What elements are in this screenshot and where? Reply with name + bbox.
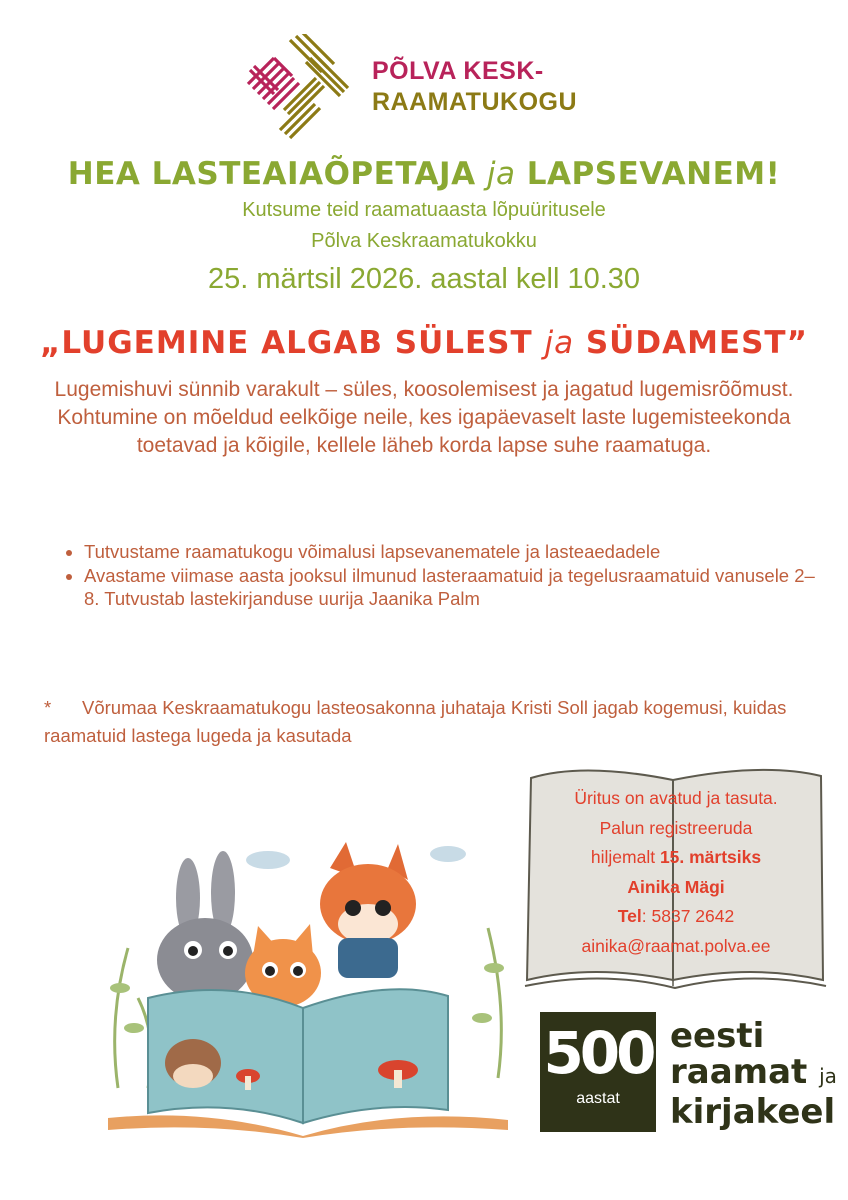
anniversary-number: 500 <box>543 1019 653 1087</box>
headline-end: LAPSEVANEM! <box>526 156 781 192</box>
logo500-ja: ja <box>819 1064 837 1088</box>
library-name-line1: PÕLVA KESK- <box>372 57 544 85</box>
library-name <box>372 56 577 118</box>
registration-line2: Palun registreeruda <box>599 817 753 838</box>
invite-line-1: Kutsume teid raamatuaasta lõpuüritusele <box>242 199 606 221</box>
animals-reading-illustration <box>98 838 518 1138</box>
library-logo-icon <box>244 34 354 144</box>
intro-paragraph: Lugemishuvi sünnib varakult – süles, koosolemisest ja jagatud lugemisrõõmust. Kohtumine on mõeldud eelkõige neile, kes igapäevaselt laste lugemisteekonda toetavad ja kõigile, kellele läheb korda lapse suhe raamatuga. <box>54 378 794 457</box>
program-item: • Tutvustame raamatukogu võimalusi lapsevanematele ja lasteaedadele <box>84 540 824 564</box>
program-item: • Avastame viimase aasta jooksul ilmunud lasteraamatuid ja tegelusraamatuid vanusele 2–8. Tutvustab lastekirjanduse uurija Jaanika Palm <box>84 564 824 611</box>
deadline-prefix: hiljemalt <box>590 847 660 867</box>
headline-ja: ja <box>486 156 516 192</box>
event-title-part2: SÜDAMEST” <box>585 325 808 361</box>
logo500-line3: kirjakeel <box>670 1092 836 1132</box>
event-title-ja: ja <box>544 325 575 361</box>
anniversary-logo-text <box>670 1018 837 1130</box>
tel-label: Tel <box>617 906 642 926</box>
logo500-line2 <box>670 1054 837 1094</box>
contact-name: Ainika Mägi <box>627 876 725 897</box>
event-date: 25. märtsil 2026. aastal kell 10.30 <box>207 263 641 295</box>
deadline-date: 15. märtsiks <box>659 847 762 867</box>
star-item-text: Võrumaa Keskraamatukogu lasteosakonna juhataja Kristi Soll jagab kogemusi, kuidas raamatuid lastega lugeda ja kasutada <box>44 697 787 746</box>
event-title-part1: „LUGEMINE ALGAB SÜLEST <box>40 325 533 361</box>
headline <box>0 156 848 192</box>
program-list <box>60 540 824 611</box>
registration-info <box>540 784 812 961</box>
registration-deadline <box>540 843 812 873</box>
registration-line1: Üritus on avatud ja tasuta. <box>574 788 778 808</box>
headline-main: HEA LASTEAIAÕPETAJA <box>67 156 476 192</box>
anniversary-sub: aastat <box>576 1090 620 1107</box>
contact-phone <box>540 902 812 932</box>
logo500-line1: eesti <box>670 1016 765 1056</box>
library-name-line2: RAAMATUKOGU <box>372 88 578 116</box>
contact-email[interactable]: ainika@raamat.polva.ee <box>581 935 771 956</box>
logo500-line2-word: raamat <box>670 1052 808 1092</box>
event-title <box>0 325 848 361</box>
tel-value: : 5837 2642 <box>641 906 735 926</box>
star-marker: * <box>44 697 52 718</box>
program-star-item <box>44 694 804 750</box>
invite-line-2: Põlva Keskraamatukokku <box>311 230 537 252</box>
